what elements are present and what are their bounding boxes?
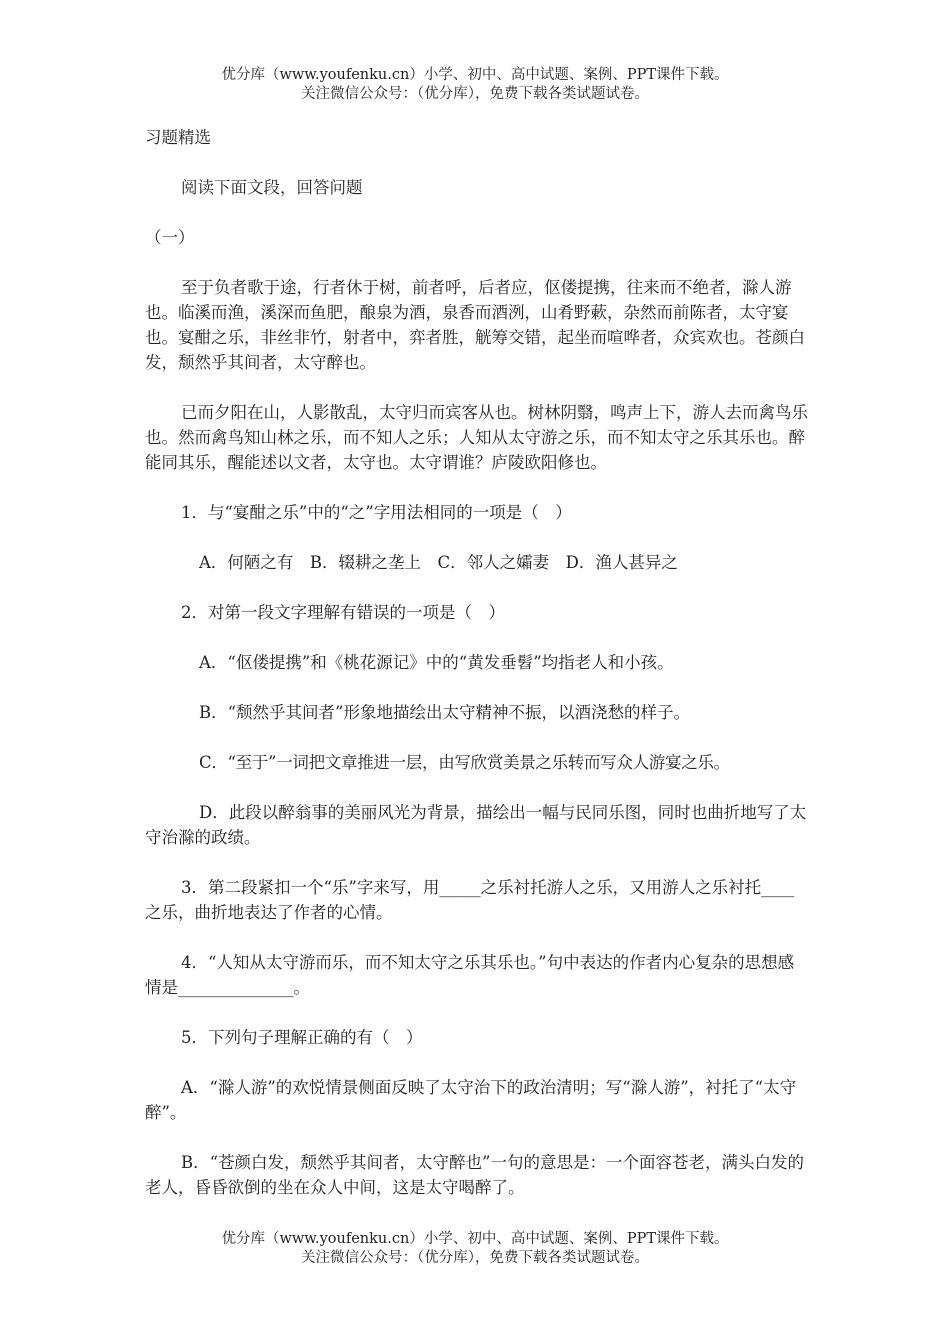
- footer-line-2: 关注微信公众号：（优分库），免费下载各类试题试卷。: [301, 1250, 649, 1266]
- passage-paragraph-2: 已而夕阳在山，人影散乱，太守归而宾客从也。树林阴翳，鸣声上下，游人去而禽鸟乐也。然而禽鸟知山林之乐，而不知人之乐；人知从太守游之乐，而不知太守之乐其乐也。醉能同其乐，醒能述以文者，太守也。太守谓谁？庐陵欧阳修也。: [145, 403, 808, 472]
- passage-paragraph-1: 至于负者歌于途，行者休于树，前者呼，后者应，伛偻提携，往来而不绝者，滁人游也。临溪而渔，溪深而鱼肥，酿泉为酒，泉香而酒洌，山肴野蔌，杂然而前陈者，太守宴也。宴酣之乐，非丝非竹，射者中，弈者胜，觥筹交错，起坐而喧哗者，众宾欢也。苍颜白发，颓然乎其间者，太守醉也。: [145, 278, 805, 372]
- question-2-option-c: C．“至于”一词把文章推进一层，由写欣赏美景之乐转而写众人游宴之乐。: [199, 753, 730, 772]
- question-2-option-d: D．此段以醉翁事的美丽风光为背景，描绘出一幅与民同乐图，同时也曲折地写了太守治滁的政绩。: [145, 803, 807, 847]
- question-1-options: A．何陋之有 B．辍耕之垄上 C．邻人之孀妻 D．渔人甚异之: [199, 553, 678, 572]
- question-5-option-a: A．“滁人游”的欢悦情景侧面反映了太守治下的政治清明；写“滁人游”，衬托了“太守醉”。: [145, 1078, 797, 1122]
- footer-line-1: 优分库（www.youfenku.cn）小学、初中、高中试题、案例、PPT课件下载。: [221, 1231, 729, 1247]
- page-footer: [0, 1230, 950, 1268]
- question-4: 4．“人知从太守游而乐，而不知太守之乐其乐也。”句中表达的作者内心复杂的思想感情是______________。: [145, 953, 795, 997]
- question-1: 1．与“宴酣之乐”中的“之”字用法相同的一项是（ ）: [181, 503, 572, 522]
- question-2-option-a: A．“伛偻提携”和《桃花源记》中的“黄发垂髫”均指老人和小孩。: [199, 653, 674, 672]
- question-2-option-b: B．“颓然乎其间者”形象地描绘出太守精神不振，以酒浇愁的样子。: [199, 703, 690, 722]
- question-5-option-b: B．“苍颜白发，颓然乎其间者，太守醉也”一句的意思是：一个面容苍老，满头白发的老人，昏昏欲倒的坐在众人中间，这是太守喝醉了。: [145, 1153, 804, 1197]
- question-2: 2．对第一段文字理解有错误的一项是（ ）: [181, 603, 505, 622]
- page-header: [0, 66, 950, 104]
- question-3: 3．第二段紧扣一个“乐”字来写，用_____之乐衬托游人之乐，又用游人之乐衬托____之乐，曲折地表达了作者的心情。: [145, 878, 795, 922]
- header-line-1: 优分库（www.youfenku.cn）小学、初中、高中试题、案例、PPT课件下载。: [221, 67, 729, 83]
- instruction: 阅读下面文段，回答问题: [181, 178, 363, 197]
- part-label: （一）: [145, 228, 195, 247]
- question-5: 5．下列句子理解正确的有（ ）: [181, 1028, 423, 1047]
- section-title: 习题精选: [145, 128, 211, 147]
- header-line-2: 关注微信公众号：（优分库），免费下载各类试题试卷。: [301, 86, 649, 102]
